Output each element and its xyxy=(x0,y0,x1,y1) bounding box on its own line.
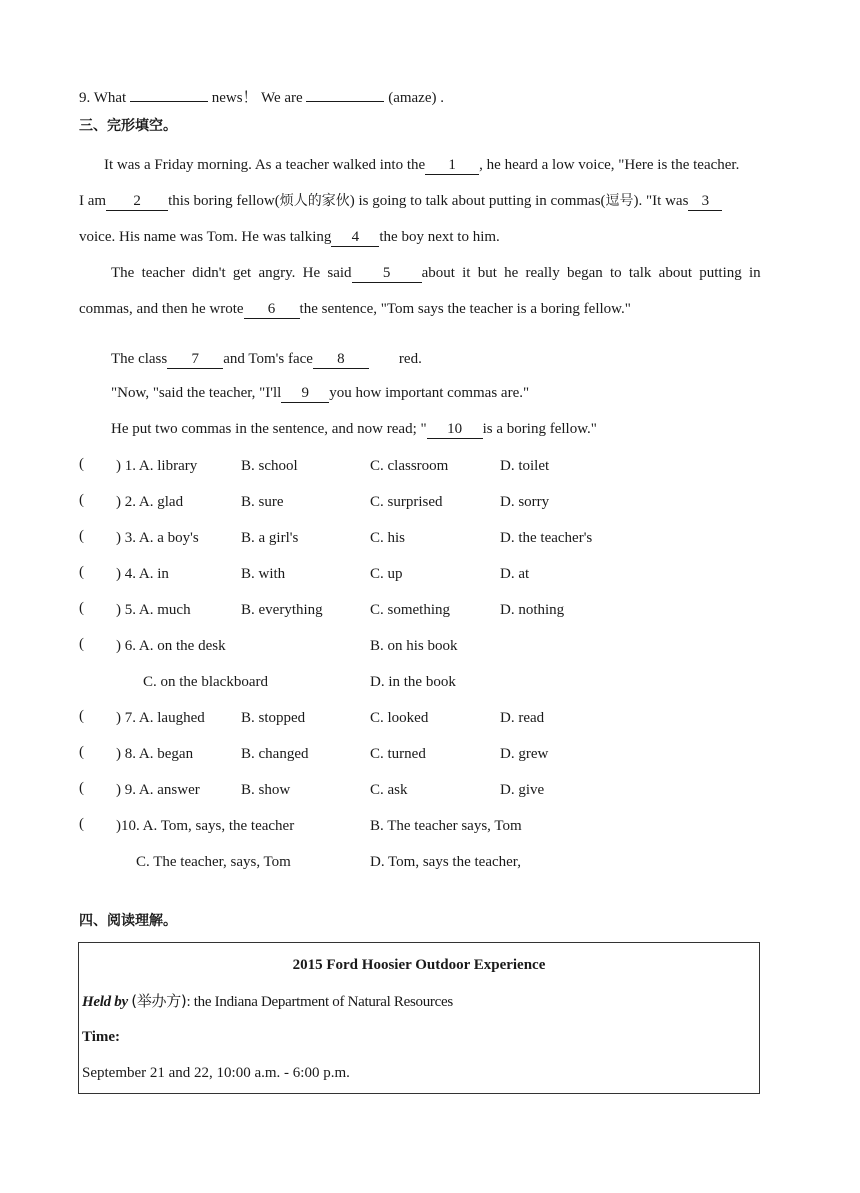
question-3-option-b: B. a girl's xyxy=(241,530,299,546)
section-4-heading: 四、阅读理解。 xyxy=(79,913,177,929)
passage-cn-gloss: 烦人的家伙 xyxy=(279,193,350,209)
question-7-option-a: ) 7. A. laughed xyxy=(116,710,205,726)
question-10-option-d: D. Tom, says the teacher, xyxy=(370,854,521,870)
passage-line-8 xyxy=(111,419,597,439)
question-4-option-a: ) 4. A. in xyxy=(116,566,169,582)
passage-text: , he heard a low voice, "Here is the teacher. xyxy=(479,157,740,173)
notice-time-value: September 21 and 22, 10:00 a.m. - 6:00 p.m. xyxy=(82,1065,350,1081)
question-8-option-a: ) 8. A. began xyxy=(116,746,194,762)
answer-paren[interactable]: ( xyxy=(79,456,84,472)
question-8-option-c: C. turned xyxy=(370,746,426,762)
answer-paren[interactable]: ( xyxy=(79,600,84,616)
cloze-blank-1[interactable]: 1 xyxy=(425,157,479,175)
cloze-blank-7[interactable]: 7 xyxy=(167,351,223,369)
answer-paren[interactable]: ( xyxy=(79,780,84,796)
question-3-option-c: C. his xyxy=(370,530,406,546)
question-2-option-a: ) 2. A. glad xyxy=(116,494,184,510)
passage-line-3 xyxy=(79,227,500,247)
question-3-option-a: ) 3. A. a boy's xyxy=(116,530,199,546)
answer-paren[interactable]: ( xyxy=(79,744,84,760)
passage-text: It was a Friday morning. As a teacher walked into the xyxy=(104,157,426,173)
reading-notice-box xyxy=(78,942,760,1094)
held-by-cn: (举办方) xyxy=(131,992,187,1010)
passage-text: red. xyxy=(398,351,422,367)
passage-text: ). "It was xyxy=(633,193,689,209)
passage-text: voice. His name was Tom. He was talking xyxy=(79,229,332,245)
answer-paren[interactable]: ( xyxy=(79,816,84,832)
passage-text: this boring fellow( xyxy=(168,193,280,209)
q9-blank-2[interactable] xyxy=(306,101,384,102)
passage-text: commas, and then he wrote xyxy=(79,301,244,317)
passage-text: the sentence, "Tom says the teacher is a boring fellow." xyxy=(299,301,631,317)
question-5-option-b: B. everything xyxy=(241,602,323,618)
question-4-option-b: B. with xyxy=(241,566,286,582)
question-2-option-c: C. surprised xyxy=(370,494,443,510)
question-6-option-a: ) 6. A. on the desk xyxy=(116,638,226,654)
question-9-option-a: ) 9. A. answer xyxy=(116,782,200,798)
passage-line-5 xyxy=(79,299,631,319)
q9-mid: news！ We are xyxy=(211,90,303,106)
passage-text: He put two commas in the sentence, and now read; " xyxy=(111,421,427,437)
question-10-option-b: B. The teacher says, Tom xyxy=(370,818,522,834)
question-4-option-c: C. up xyxy=(370,566,403,582)
passage-text: ) is going to talk about putting in commas( xyxy=(349,193,606,209)
passage-text: I am xyxy=(79,193,107,209)
question-7-option-d: D. read xyxy=(500,710,545,726)
question-4-option-d: D. at xyxy=(500,566,530,582)
question-6-option-b: B. on his book xyxy=(370,638,458,654)
passage-text: and Tom's face xyxy=(223,351,313,367)
question-5-option-a: ) 5. A. much xyxy=(116,602,191,618)
question-1-option-a: ) 1. A. library xyxy=(116,458,198,474)
passage-cn-gloss: 逗号 xyxy=(605,193,634,209)
answer-paren[interactable]: ( xyxy=(79,636,84,652)
question-9 xyxy=(79,88,444,108)
answer-paren[interactable]: ( xyxy=(79,528,84,544)
cloze-blank-4[interactable]: 4 xyxy=(331,229,379,247)
passage-text: The teacher didn't get angry. He said xyxy=(111,265,352,281)
question-1-option-d: D. toilet xyxy=(500,458,550,474)
cloze-blank-5[interactable]: 5 xyxy=(352,265,422,283)
cloze-blank-10[interactable]: 10 xyxy=(427,421,483,439)
passage-text: you how important commas are." xyxy=(329,385,530,401)
notice-time-label: Time: xyxy=(82,1029,121,1045)
cloze-blank-8[interactable]: 8 xyxy=(313,351,369,369)
passage-text: is a boring fellow." xyxy=(482,421,597,437)
answer-paren[interactable]: ( xyxy=(79,708,84,724)
question-9-option-d: D. give xyxy=(500,782,545,798)
held-by-label: Held by xyxy=(82,994,128,1010)
question-9-option-c: C. ask xyxy=(370,782,408,798)
section-3-heading: 三、完形填空。 xyxy=(79,118,177,134)
notice-title: 2015 Ford Hoosier Outdoor Experience xyxy=(292,957,546,973)
question-8-option-b: B. changed xyxy=(241,746,309,762)
question-2-option-b: B. sure xyxy=(241,494,284,510)
passage-text: the boy next to him. xyxy=(379,229,500,245)
cloze-blank-6[interactable]: 6 xyxy=(244,301,300,319)
passage-text: "Now, "said the teacher, "I'll xyxy=(111,385,282,401)
passage-line-1 xyxy=(104,155,739,175)
q9-prefix: 9. What xyxy=(79,90,127,106)
question-5-option-c: C. something xyxy=(370,602,451,618)
q9-blank-1[interactable] xyxy=(130,101,208,102)
question-9-option-b: B. show xyxy=(241,782,291,798)
cloze-blank-2[interactable]: 2 xyxy=(106,193,168,211)
q9-suffix: (amaze) . xyxy=(388,90,444,106)
held-by-value: : the Indiana Department of Natural Resources xyxy=(186,994,453,1010)
passage-line-4 xyxy=(111,263,761,283)
passage-line-7 xyxy=(111,383,529,403)
passage-line-6 xyxy=(111,349,422,369)
question-7-option-b: B. stopped xyxy=(241,710,306,726)
passage-text: about it but he really began to talk about putting in xyxy=(421,265,761,281)
question-7-option-c: C. looked xyxy=(370,710,429,726)
question-8-option-d: D. grew xyxy=(500,746,549,762)
answer-paren[interactable]: ( xyxy=(79,564,84,580)
question-10-option-a: )10. A. Tom, says, the teacher xyxy=(116,818,295,834)
question-2-option-d: D. sorry xyxy=(500,494,550,510)
question-6-option-c: C. on the blackboard xyxy=(143,674,268,690)
cloze-blank-9[interactable]: 9 xyxy=(281,385,329,403)
question-10-option-c: C. The teacher, says, Tom xyxy=(136,854,291,870)
cloze-blank-3[interactable]: 3 xyxy=(688,193,722,211)
notice-held-by xyxy=(82,991,453,1012)
question-3-option-d: D. the teacher's xyxy=(500,530,593,546)
passage-line-2 xyxy=(79,191,722,211)
question-6-option-d: D. in the book xyxy=(370,674,456,690)
answer-paren[interactable]: ( xyxy=(79,492,84,508)
question-1-option-b: B. school xyxy=(241,458,298,474)
passage-text: The class xyxy=(111,351,168,367)
question-5-option-d: D. nothing xyxy=(500,602,565,618)
question-1-option-c: C. classroom xyxy=(370,458,449,474)
